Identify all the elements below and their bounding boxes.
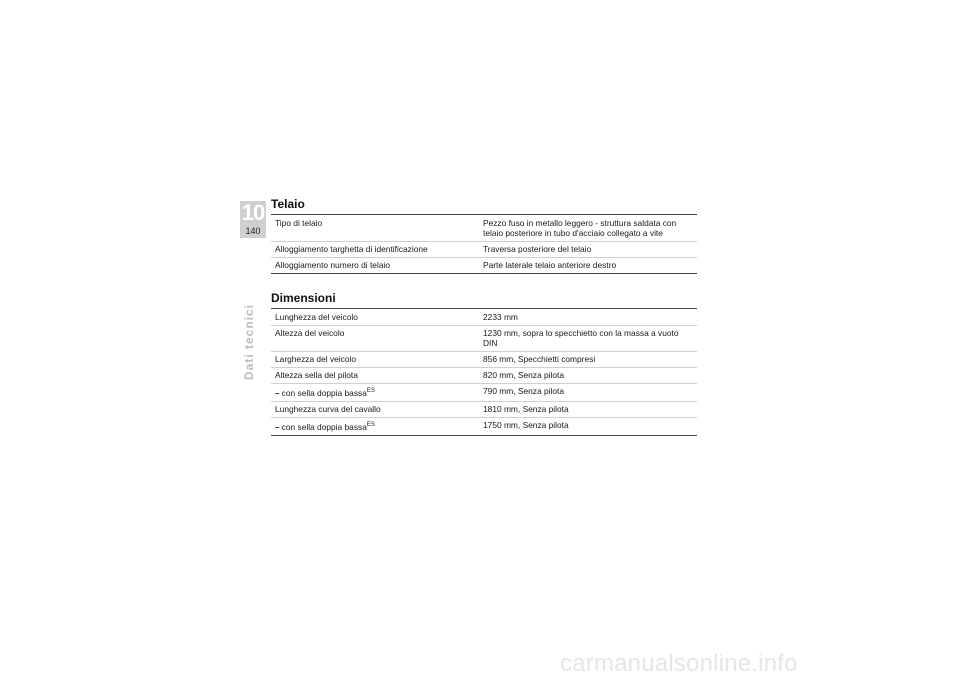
table-row — [271, 351, 697, 367]
country-code: ES — [366, 422, 375, 428]
row-label: Lunghezza curva del cavallo — [275, 404, 381, 414]
row-value: 1750 mm, Senza pilota — [483, 420, 569, 430]
row-value: 820 mm, Senza pilota — [483, 370, 565, 380]
page-number: 140 — [245, 226, 261, 236]
table-row — [271, 383, 697, 401]
chapter-badge — [240, 201, 266, 238]
row-label: Larghezza del veicolo — [275, 354, 357, 364]
table-row — [271, 367, 697, 383]
row-value: Traversa posteriore del telaio — [483, 244, 592, 254]
row-value: Parte laterale telaio anteriore destro — [483, 260, 617, 270]
row-value: 2233 mm — [483, 312, 518, 322]
row-label: Tipo di telaio — [275, 218, 323, 228]
spec-table-telaio — [271, 214, 697, 274]
row-label: Alloggiamento numero di telaio — [275, 260, 390, 270]
table-row — [271, 257, 697, 273]
section-title-telaio: Telaio — [271, 197, 305, 211]
table-row — [271, 215, 697, 241]
row-label: Alloggiamento targhetta di identificazione — [275, 244, 428, 254]
row-label — [271, 420, 483, 432]
row-value: 1810 mm, Senza pilota — [483, 404, 569, 414]
row-label-text: con sella doppia bassa — [281, 388, 367, 398]
row-label: Altezza sella del pilota — [275, 370, 358, 380]
dash-marker: – — [275, 422, 280, 432]
country-code: ES — [366, 388, 375, 394]
table-row — [271, 241, 697, 257]
spec-table-dimensioni — [271, 308, 697, 436]
table-row — [271, 417, 697, 435]
row-label: Lunghezza del veicolo — [275, 312, 358, 322]
chapter-number: 10 — [241, 200, 265, 225]
chapter-title: Dati tecnici — [242, 303, 256, 381]
section-title-dimensioni: Dimensioni — [271, 291, 336, 305]
table-row — [271, 401, 697, 417]
row-value: 1230 mm, sopra lo specchietto con la massa a vuoto DIN — [483, 328, 679, 348]
row-label: Altezza del veicolo — [275, 328, 345, 338]
dash-marker: – — [275, 388, 280, 398]
watermark: carmanualsonline.info — [560, 650, 798, 677]
table-row — [271, 325, 697, 351]
row-value: 790 mm, Senza pilota — [483, 386, 565, 396]
table-row — [271, 309, 697, 325]
row-value: 856 mm, Specchietti compresi — [483, 354, 596, 364]
row-label-text: con sella doppia bassa — [281, 422, 367, 432]
row-label — [271, 386, 483, 398]
row-value: Pezzo fuso in metallo leggero - struttura saldata con telaio posteriore in tubo d'acciaio collegato a vite — [483, 218, 677, 238]
